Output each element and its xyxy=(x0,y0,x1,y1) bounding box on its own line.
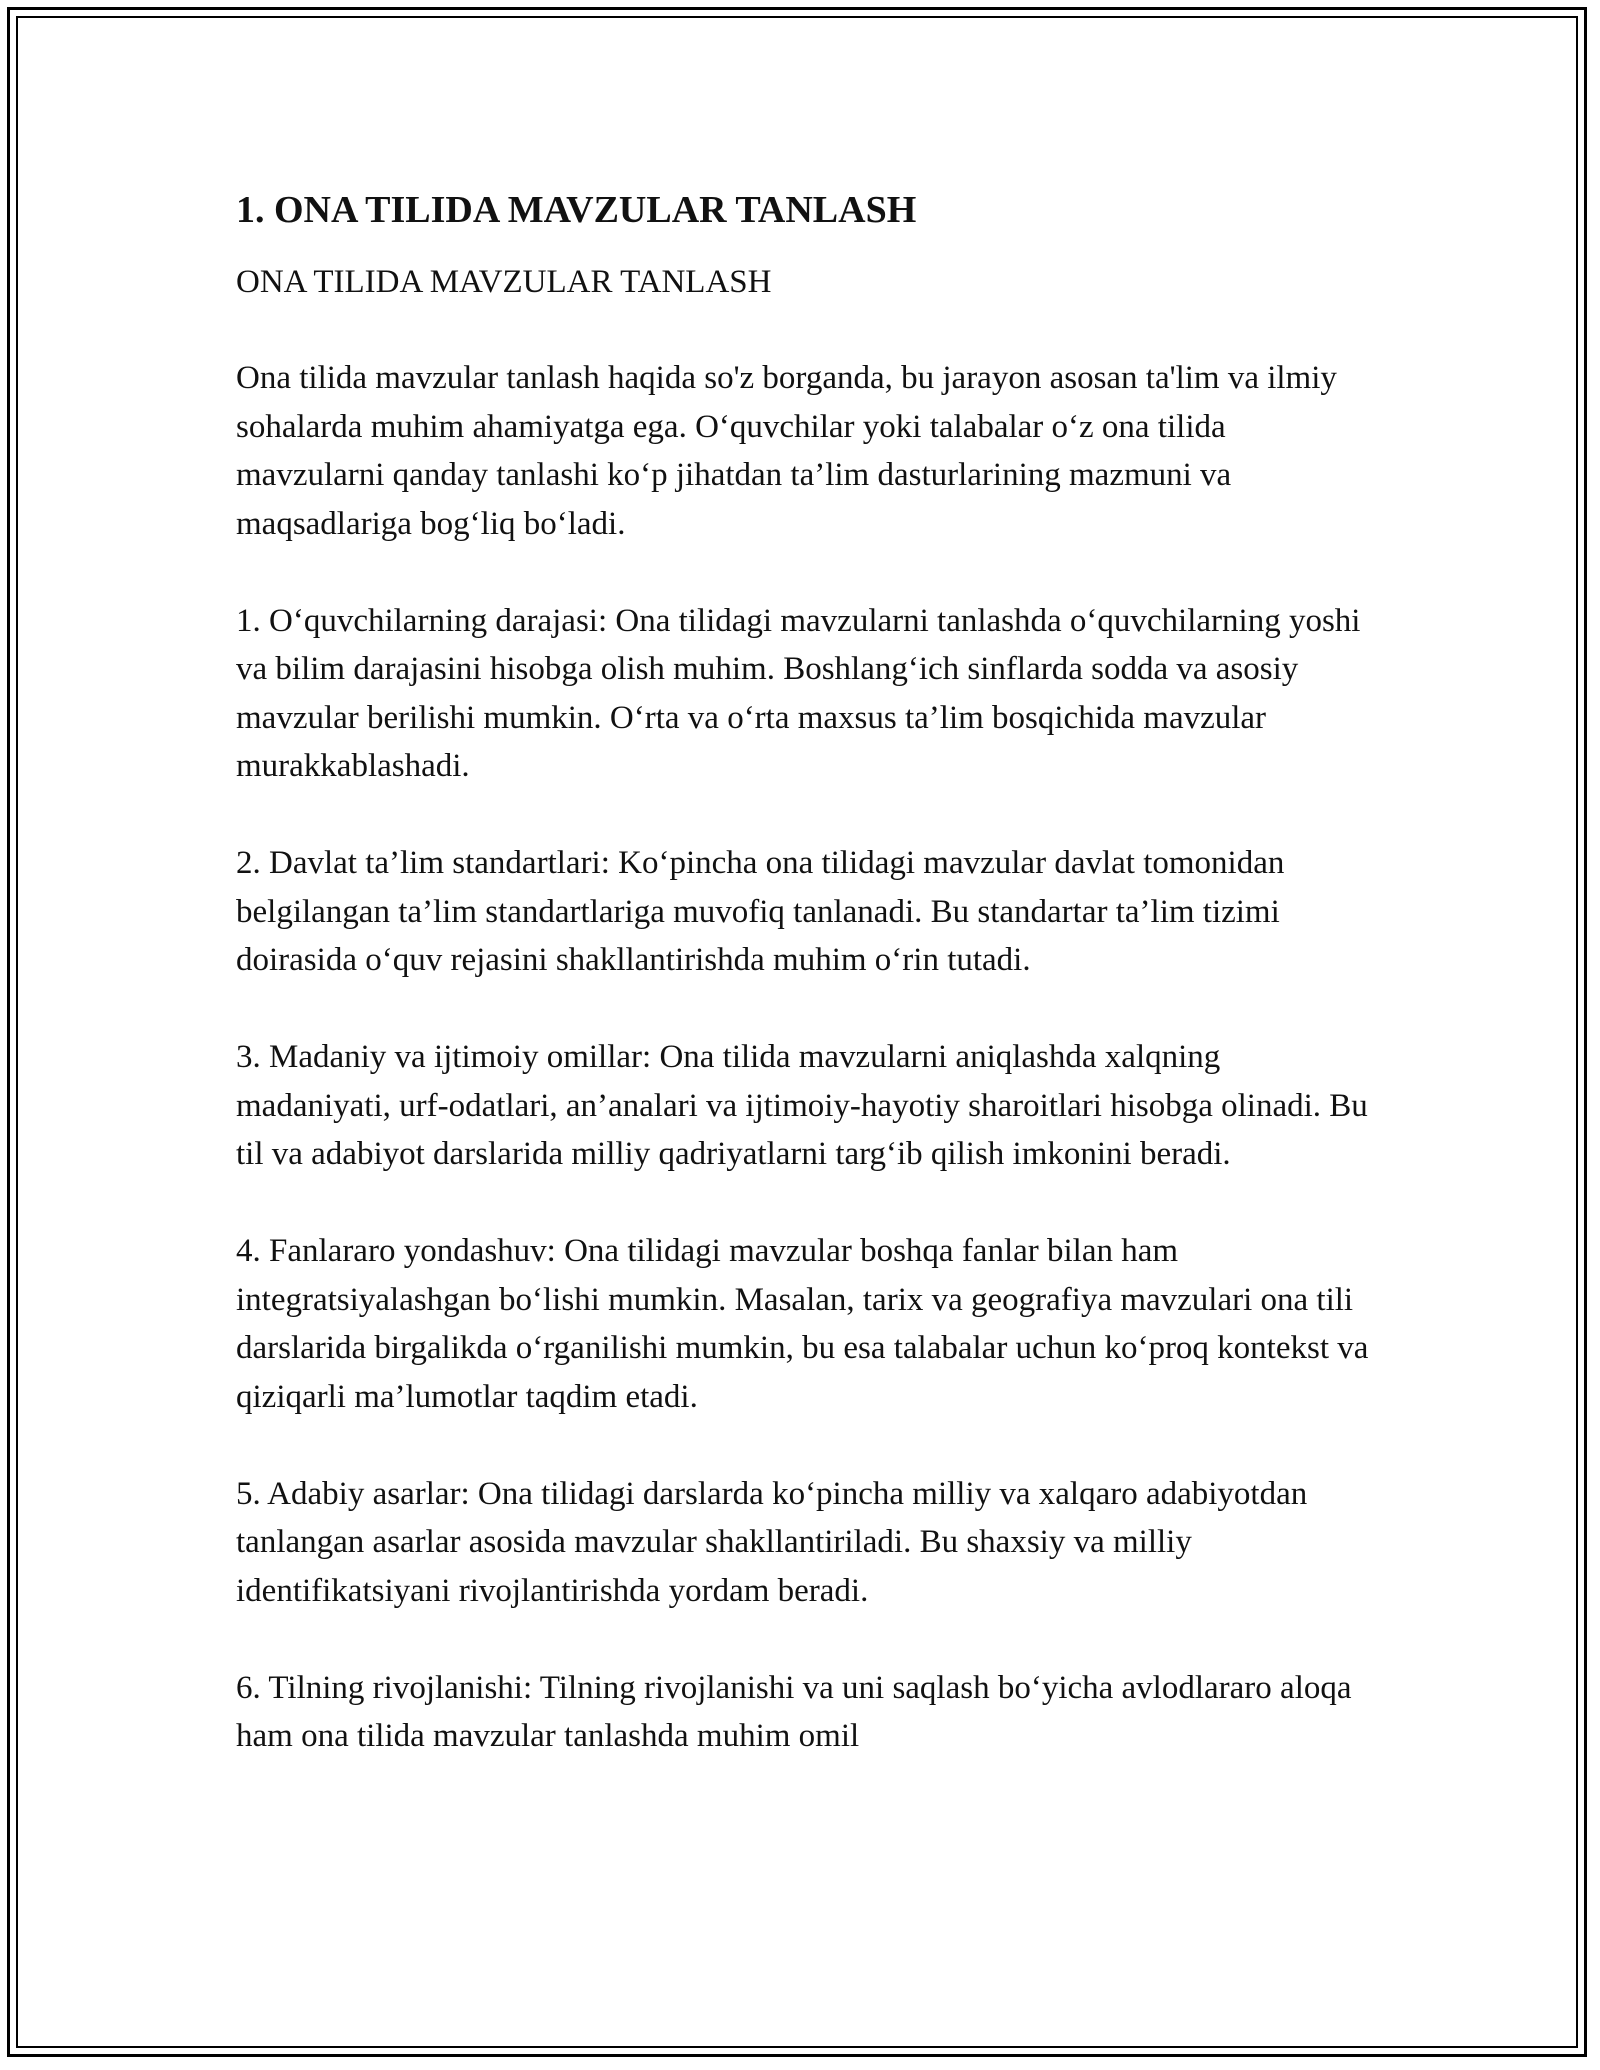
intro-paragraph: Ona tilida mavzular tanlash haqida so'z borganda, bu jarayon asosan ta'lim va ilmiy sohalarda muhim ahamiyatga ega. O‘quvchilar yoki talabalar o‘z ona tilida mavzularni qanday tanlashi ko‘p jihatdan ta’lim dasturlarining mazmuni va maqsadlariga bog‘liq bo‘ladi. xyxy=(236,360,1337,542)
paragraph-students-level: 1. O‘quvchilarning darajasi: Ona tilidagi mavzularni tanlashda o‘quvchilarning yoshi va bilim darajasini hisobga olish muhim. Boshlang‘ich sinflarda sodda va asosiy mavzular berilishi mumkin. O‘rta va o‘rta maxsus ta’lim bosqichida mavzular murakkablashadi. xyxy=(236,602,1361,784)
page-title: 1. ONA TILIDA MAVZULAR TANLASH xyxy=(236,189,917,231)
page-content xyxy=(236,186,1370,1809)
paragraph-literary-works: 5. Adabiy asarlar: Ona tilidagi darslarda ko‘pincha milliy va xalqaro adabiyotdan tanlangan asarlar asosida mavzular shakllantiriladi. Bu shaxsiy va milliy identifikatsiyani rivojlantirishda yordam beradi. xyxy=(236,1475,1308,1609)
paragraph-state-standards: 2. Davlat ta’lim standartlari: Ko‘pincha ona tilidagi mavzular davlat tomonidan belgilangan ta’lim standartlariga muvofiq tanlanadi. Bu standartar ta’lim tizimi doirasida o‘quv rejasini shakllantirishda muhim o‘rin tutadi. xyxy=(236,845,1285,978)
section-subtitle: ONA TILIDA MAVZULAR TANLASH xyxy=(236,264,772,300)
paragraph-cultural-factors: 3. Madaniy va ijtimoiy omillar: Ona tilida mavzularni aniqlashda xalqning madaniyati, urf-odatlari, an’analari va ijtimoiy-hayotiy sharoitlari hisobga olinadi. Bu til va adabiyot darslarida milliy qadriyatlarni targ‘ib qilish imkonini beradi. xyxy=(236,1039,1368,1172)
paragraph-interdisciplinary: 4. Fanlararo yondashuv: Ona tilidagi mavzular boshqa fanlar bilan ham integratsiyalashgan bo‘lishi mumkin. Masalan, tarix va geografiya mavzulari ona tili darslarida birgalikda o‘rganilishi mumkin, bu esa talabalar uchun ko‘proq kontekst va qiziqarli ma’lumotlar taqdim etadi. xyxy=(236,1233,1369,1415)
paragraph-language-development: 6. Tilning rivojlanishi: Tilning rivojlanishi va uni saqlash bo‘yicha avlodlararo aloqa ham ona tilida mavzular tanlashda muhim omil xyxy=(236,1669,1352,1754)
